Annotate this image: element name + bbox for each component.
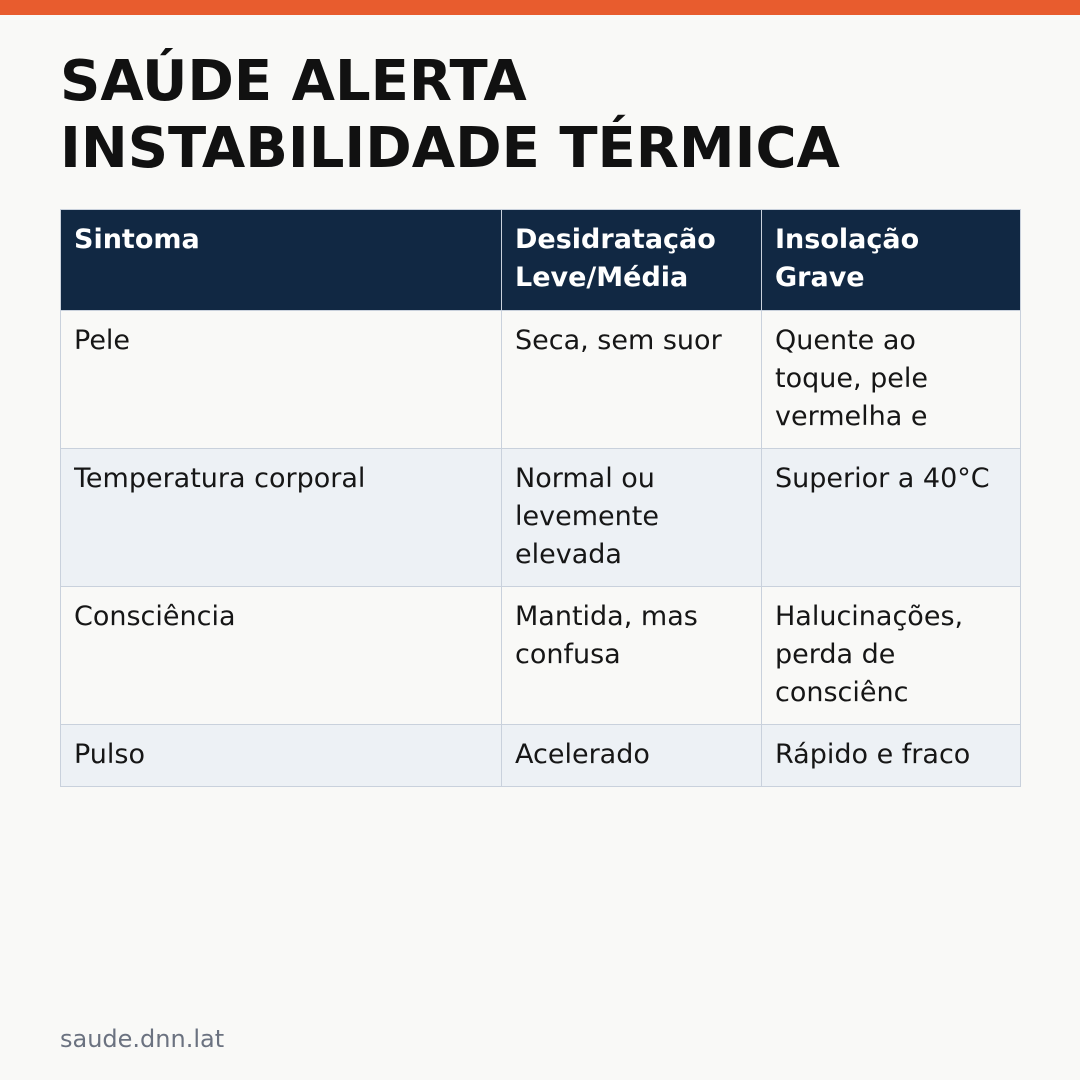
column-header-sintoma: Sintoma <box>61 210 502 311</box>
column-header-insolacao <box>762 210 1021 311</box>
column-header-desidratacao <box>502 210 762 311</box>
table-row <box>61 311 1021 449</box>
symptoms-table <box>60 209 1021 787</box>
source-footer: saude.dnn.lat <box>60 1025 225 1053</box>
cell-desidratacao: Mantida, mas confusa <box>502 587 762 725</box>
column-header-desidratacao-line-1: Desidratação <box>515 224 716 255</box>
cell-desidratacao: Seca, sem suor <box>502 311 762 449</box>
column-header-insolacao-line-1: Insolação <box>775 224 920 255</box>
table-row <box>61 725 1021 787</box>
cell-sintoma: Temperatura corporal <box>61 449 502 587</box>
page-title-line-1: SAÚDE ALERTA <box>60 49 527 114</box>
cell-insolacao: Halucinações, perda de consciênc <box>762 587 1021 725</box>
table-header-row <box>61 210 1021 311</box>
table-row <box>61 587 1021 725</box>
accent-bar <box>0 0 1080 15</box>
symptoms-table-container <box>60 209 1020 787</box>
cell-insolacao: Rápido e fraco <box>762 725 1021 787</box>
cell-sintoma: Consciência <box>61 587 502 725</box>
column-header-desidratacao-line-2: Leve/Média <box>515 262 689 293</box>
page-title <box>60 48 1020 182</box>
cell-insolacao: Quente ao toque, pele vermelha e <box>762 311 1021 449</box>
page-title-line-2: INSTABILIDADE TÉRMICA <box>60 116 840 181</box>
column-header-insolacao-line-2: Grave <box>775 262 865 293</box>
table-row <box>61 449 1021 587</box>
cell-sintoma: Pele <box>61 311 502 449</box>
cell-insolacao: Superior a 40°C <box>762 449 1021 587</box>
cell-desidratacao: Normal ou levemente elevada <box>502 449 762 587</box>
cell-desidratacao: Acelerado <box>502 725 762 787</box>
cell-sintoma: Pulso <box>61 725 502 787</box>
